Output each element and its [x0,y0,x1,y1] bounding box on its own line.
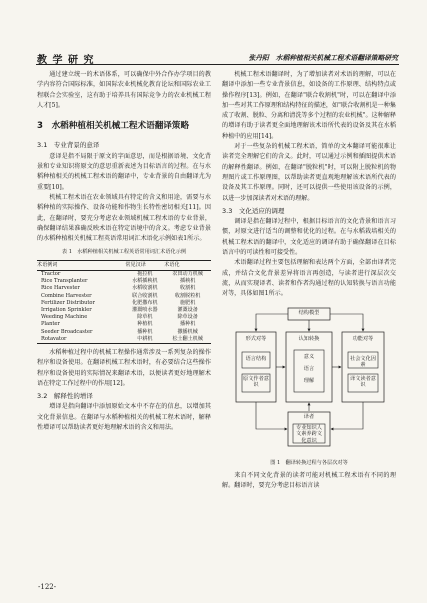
table-cell: 种植机 [137,321,153,328]
table-header: 术语例词 [37,260,125,270]
subsection-heading-3-3: 3.3 文化适应的调理 [222,206,285,215]
table-cell: 水稻插秧机 [132,278,158,285]
subsection-heading-3-2: 3.2 解释性的增译 [37,392,93,401]
fig-label: 意义 [303,353,315,360]
table-cell: 灌溉设备 [177,306,198,313]
table-cell: Fertilizer Distributor [41,299,95,306]
table-cell: Seeder Broadcaster [41,328,93,335]
table-cell: Combine Harvester [41,292,92,299]
table-cell: Tractor [41,270,61,277]
table-header: 常见汉译 [125,260,164,270]
table-cell: 拖拉机 [137,270,153,277]
fig-label: 语言结构 [245,355,267,362]
table-row [37,300,211,307]
table-cell: 农田动力机械 [172,270,203,277]
fig-label: 理解 [303,377,315,384]
fig-label: 译文读者意识 [350,375,376,389]
paragraph: 调译是指在翻译过程中，根据目标语言的文化背景和语言习惯，对原文进行适当的调整和优化的过程。在与水稻栽培相关的机械工程术语的翻译中，文化适应的调译有助于确保翻译在目标语言中的可读性和可接受性。 [222,218,396,257]
table-cell: Rice Transplanter [41,278,88,285]
paragraph: 增译是指向翻译中添加原始文本中不存在的信息，以增加其文化背景信息。在翻译与水稻种植相关的机械工程术语时，解释性增译可以帮助读者更好地理解术语的含义和用法。 [37,403,211,432]
arrow [256,402,287,429]
paragraph: 来自不同文化背景的读者可能对机械工程术语有不同的理解。翻译时，要充分考虑目标语言读 [222,471,396,490]
table-header: 术语化 [164,260,211,270]
translation-process-figure [222,304,396,456]
table-cell: 松土翻土机械 [164,336,211,344]
table-cell: 播种机 [180,321,196,328]
intro-paragraph: 通过建立统一的术语体系，可以确保中外合作办学项目的教学内容符合国际标准，如国际农业机械化教育论坛和国际农业工程联合会实验室，这有助于培养具有国际竞争力的农业机械工程人才[5]。 [37,71,211,109]
paragraph: 对于一些复杂的机械工程术语，简单的文本翻译可能很难让读者完全理解它们的含义。此时，可以通过示例和插图提供术语的解释性翻译。例如，在翻译"脱粒机"时，可以附上脱粒机的物理图片或工作原理图，以帮助读者更直观地理解该术语所代表的设备及其工作原理。同时，还可以提供一些使用该设备的示例，以进一步加深读者对术语的理解。 [222,143,396,202]
table-cell: 中耕机 [125,336,164,344]
table-cell: 播种机 [137,328,153,335]
paragraph: 意译是指不局限于原文的字面意思，而是根据语境、文化背景和专业知识将原文的意思重新表述为目标语言的过程。在与水稻种植相关的机械工程术语的翻译中，专业背景的自由翻译尤为重要[10]。 [37,152,211,191]
figure-caption: 图 1 翻译转换过程与各层次对等 [270,459,348,466]
table-cell: 联合收割机 [132,292,158,299]
journal-section-label: 教 学 研 究 [37,55,95,66]
header-rule [36,64,399,65]
left-column [37,70,211,433]
fig-label: 结构模型 [298,309,320,316]
table-cell: 插秧机 [180,278,196,285]
arrow [256,314,288,331]
fig-label: 语言 [303,365,315,372]
page-number: -122- [38,583,57,591]
table-row [37,270,211,278]
table-row [37,321,211,328]
table-row [37,329,211,336]
subsection-heading-3-1: 3.1 专业背景的意译 [37,141,100,150]
fig-label: 原文作者意识 [243,375,269,389]
fig-label: 认知转换 [298,335,320,342]
paragraph: 机械工程术语翻译时，为了增加读者对术语的理解，可以在翻译中添加一些专业背景信息，如设备的工作原理、结构特点或操作程序[13]。例如，在翻译"联合收割机"时，可以在翻译中添加一些对其工作原理和结构特征的描述，如"联合收割机是一种集成了收割、脱粒、分离和清洗等多个过程的农业机械"。这种解释的增译有助于读者更全面地理解该术语所代表的设备及其在水稻种植中的应用[14]。 [222,71,396,140]
table-cell: 施肥机 [180,299,196,306]
table-cell: 除草机 [137,314,153,321]
fig-label: 译者 [303,413,315,420]
right-column [222,70,396,491]
arrow [331,402,363,429]
table-cell: 化肥撒布机 [132,299,158,306]
paragraph: 机械工程术语在农业领域具有特定的含义和用途，需要与水稻种植的实际操作、设备功能和作物生长特性密切相关[11]。因此，在翻译时，要充分考虑农业领域机械工程术语的专业背景，确保翻译结果准确反映术语在特定语境中的含义。考虑专业背景的水稻种植相关机械工程英语常用词汇术语化示例如表1所示。 [37,193,211,243]
table-cell: Planter [41,321,60,328]
table-cell: 收割机 [180,285,196,292]
table-row [37,285,211,292]
fig-label: 功能对等 [352,335,374,342]
paragraph: 水稻种植过程中的机械工程操作通常涉及一系列复杂的操作程序和设备使用。在翻译机械工程术语时，有必要结合这些操作程序和设备使用的实际情况来翻译术语，以便读者更好地理解术语在特定工作过程中的作用[12]。 [37,348,211,387]
table-cell: Rotavator [37,336,125,344]
section-heading: 3 水稻种植相关机械工程术语翻译策略 [37,121,190,132]
table-cell: 灌溉喷水器 [132,306,158,313]
table-caption: 表 1 水稻种植相关机械工程英语常用词汇术语化示例 [61,249,187,256]
arrow [330,314,363,331]
table-cell: 收割脱粒机 [174,292,201,299]
table-cell: Weeding Machine [41,314,88,321]
table-row [37,336,211,344]
table-cell: 撒播机械 [177,328,198,335]
fig-label: 形式对等 [245,335,267,342]
fig-label: 专业知识人文素养跨文化意识 [296,424,322,445]
running-title: 张丹阳 水稻种植相关机械工程术语翻译策略研究 [248,54,398,62]
fig-label: 社会文化因素 [350,355,376,369]
paragraph: 术语翻译过程主要包括理解和表达两个方面，全部由译者完成，并结合文化背景差异将语言再创造，与读者进行深层次交流，从而实现译者、读者和作者沟通过程的认知转换与语言功能对等，具体如图1所示。 [222,259,396,298]
table-cell: Irrigation Sprinkler [41,306,92,313]
table-cell: 水稻收割机 [132,285,158,292]
table-row [37,293,211,300]
terminology-table [37,260,211,344]
table-cell: Rice Harvester [41,285,80,292]
table-cell: 除草设备 [177,314,198,321]
